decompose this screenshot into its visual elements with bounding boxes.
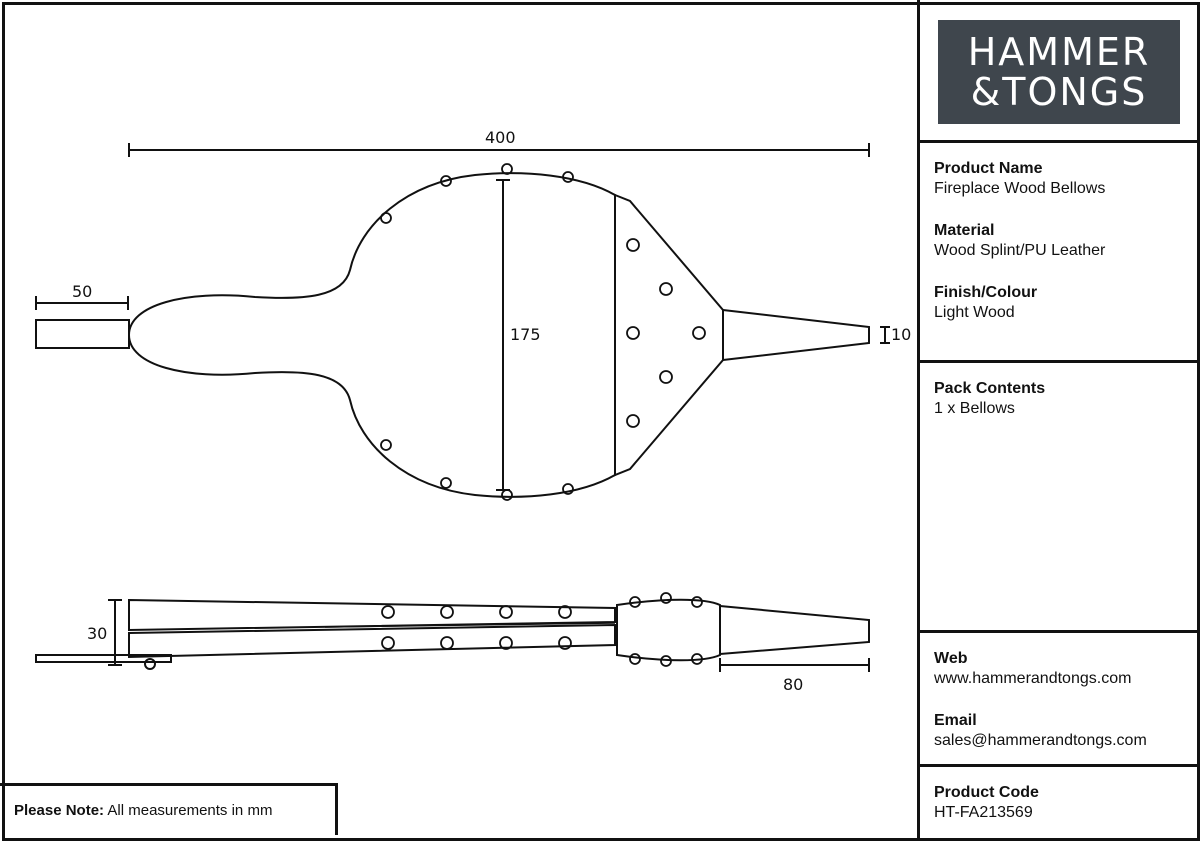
nozzle-tip-label: 10 [891,325,912,344]
collar-rivets [630,593,702,666]
pack-contents-panel [920,363,1197,633]
measurement-note [0,783,338,835]
front-panel-outline [615,195,723,475]
panel-rivets [627,239,705,427]
brand-logo [938,20,1180,124]
finish-value: Light Wood [934,304,1015,321]
email-label: Email [934,712,977,729]
technical-drawing [5,5,917,838]
material-value: Wood Splint/PU Leather [934,242,1106,259]
brand-line-2: &TONGS [970,70,1148,114]
nozzle-tip-dimension-line [880,327,890,343]
logo-panel [920,0,1197,143]
pack-contents-label: Pack Contents [934,380,1046,397]
finish-label: Finish/Colour [934,284,1038,301]
brand-line-1: HAMMER [967,30,1151,74]
info-sidebar [917,0,1197,838]
product-info-panel [920,143,1197,363]
web-label: Web [934,650,968,667]
nozzle-top [723,310,869,360]
note-label: Please Note: [14,802,105,819]
product-code-label: Product Code [934,784,1039,801]
handle-rivet [145,659,155,669]
product-name-value: Fireplace Wood Bellows [934,180,1106,197]
bellows-body-outline [129,173,615,497]
body-width-dimension-line [496,180,510,490]
product-name-label: Product Name [934,160,1043,177]
material-label: Material [934,222,995,239]
nozzle-length-label: 80 [783,675,804,694]
handle-length-label: 50 [72,282,93,301]
product-code-panel [920,767,1197,838]
pack-contents-value: 1 x Bellows [934,400,1015,417]
nozzle-collar [617,600,720,661]
bellows-drawing [5,5,917,785]
body-rivets [381,164,573,500]
thickness-label: 30 [87,624,108,643]
note-text: All measurements in mm [107,802,273,819]
product-code-value: HT-FA213569 [934,804,1033,821]
handle-top [36,320,129,348]
body-width-label: 175 [510,325,541,344]
web-link[interactable]: www.hammerandtongs.com [934,670,1132,687]
nozzle-side [720,606,869,654]
nozzle-length-dimension-line [720,658,869,672]
email-link[interactable]: sales@hammerandtongs.com [934,732,1147,749]
contact-panel [920,633,1197,767]
overall-length-label: 400 [485,128,516,147]
